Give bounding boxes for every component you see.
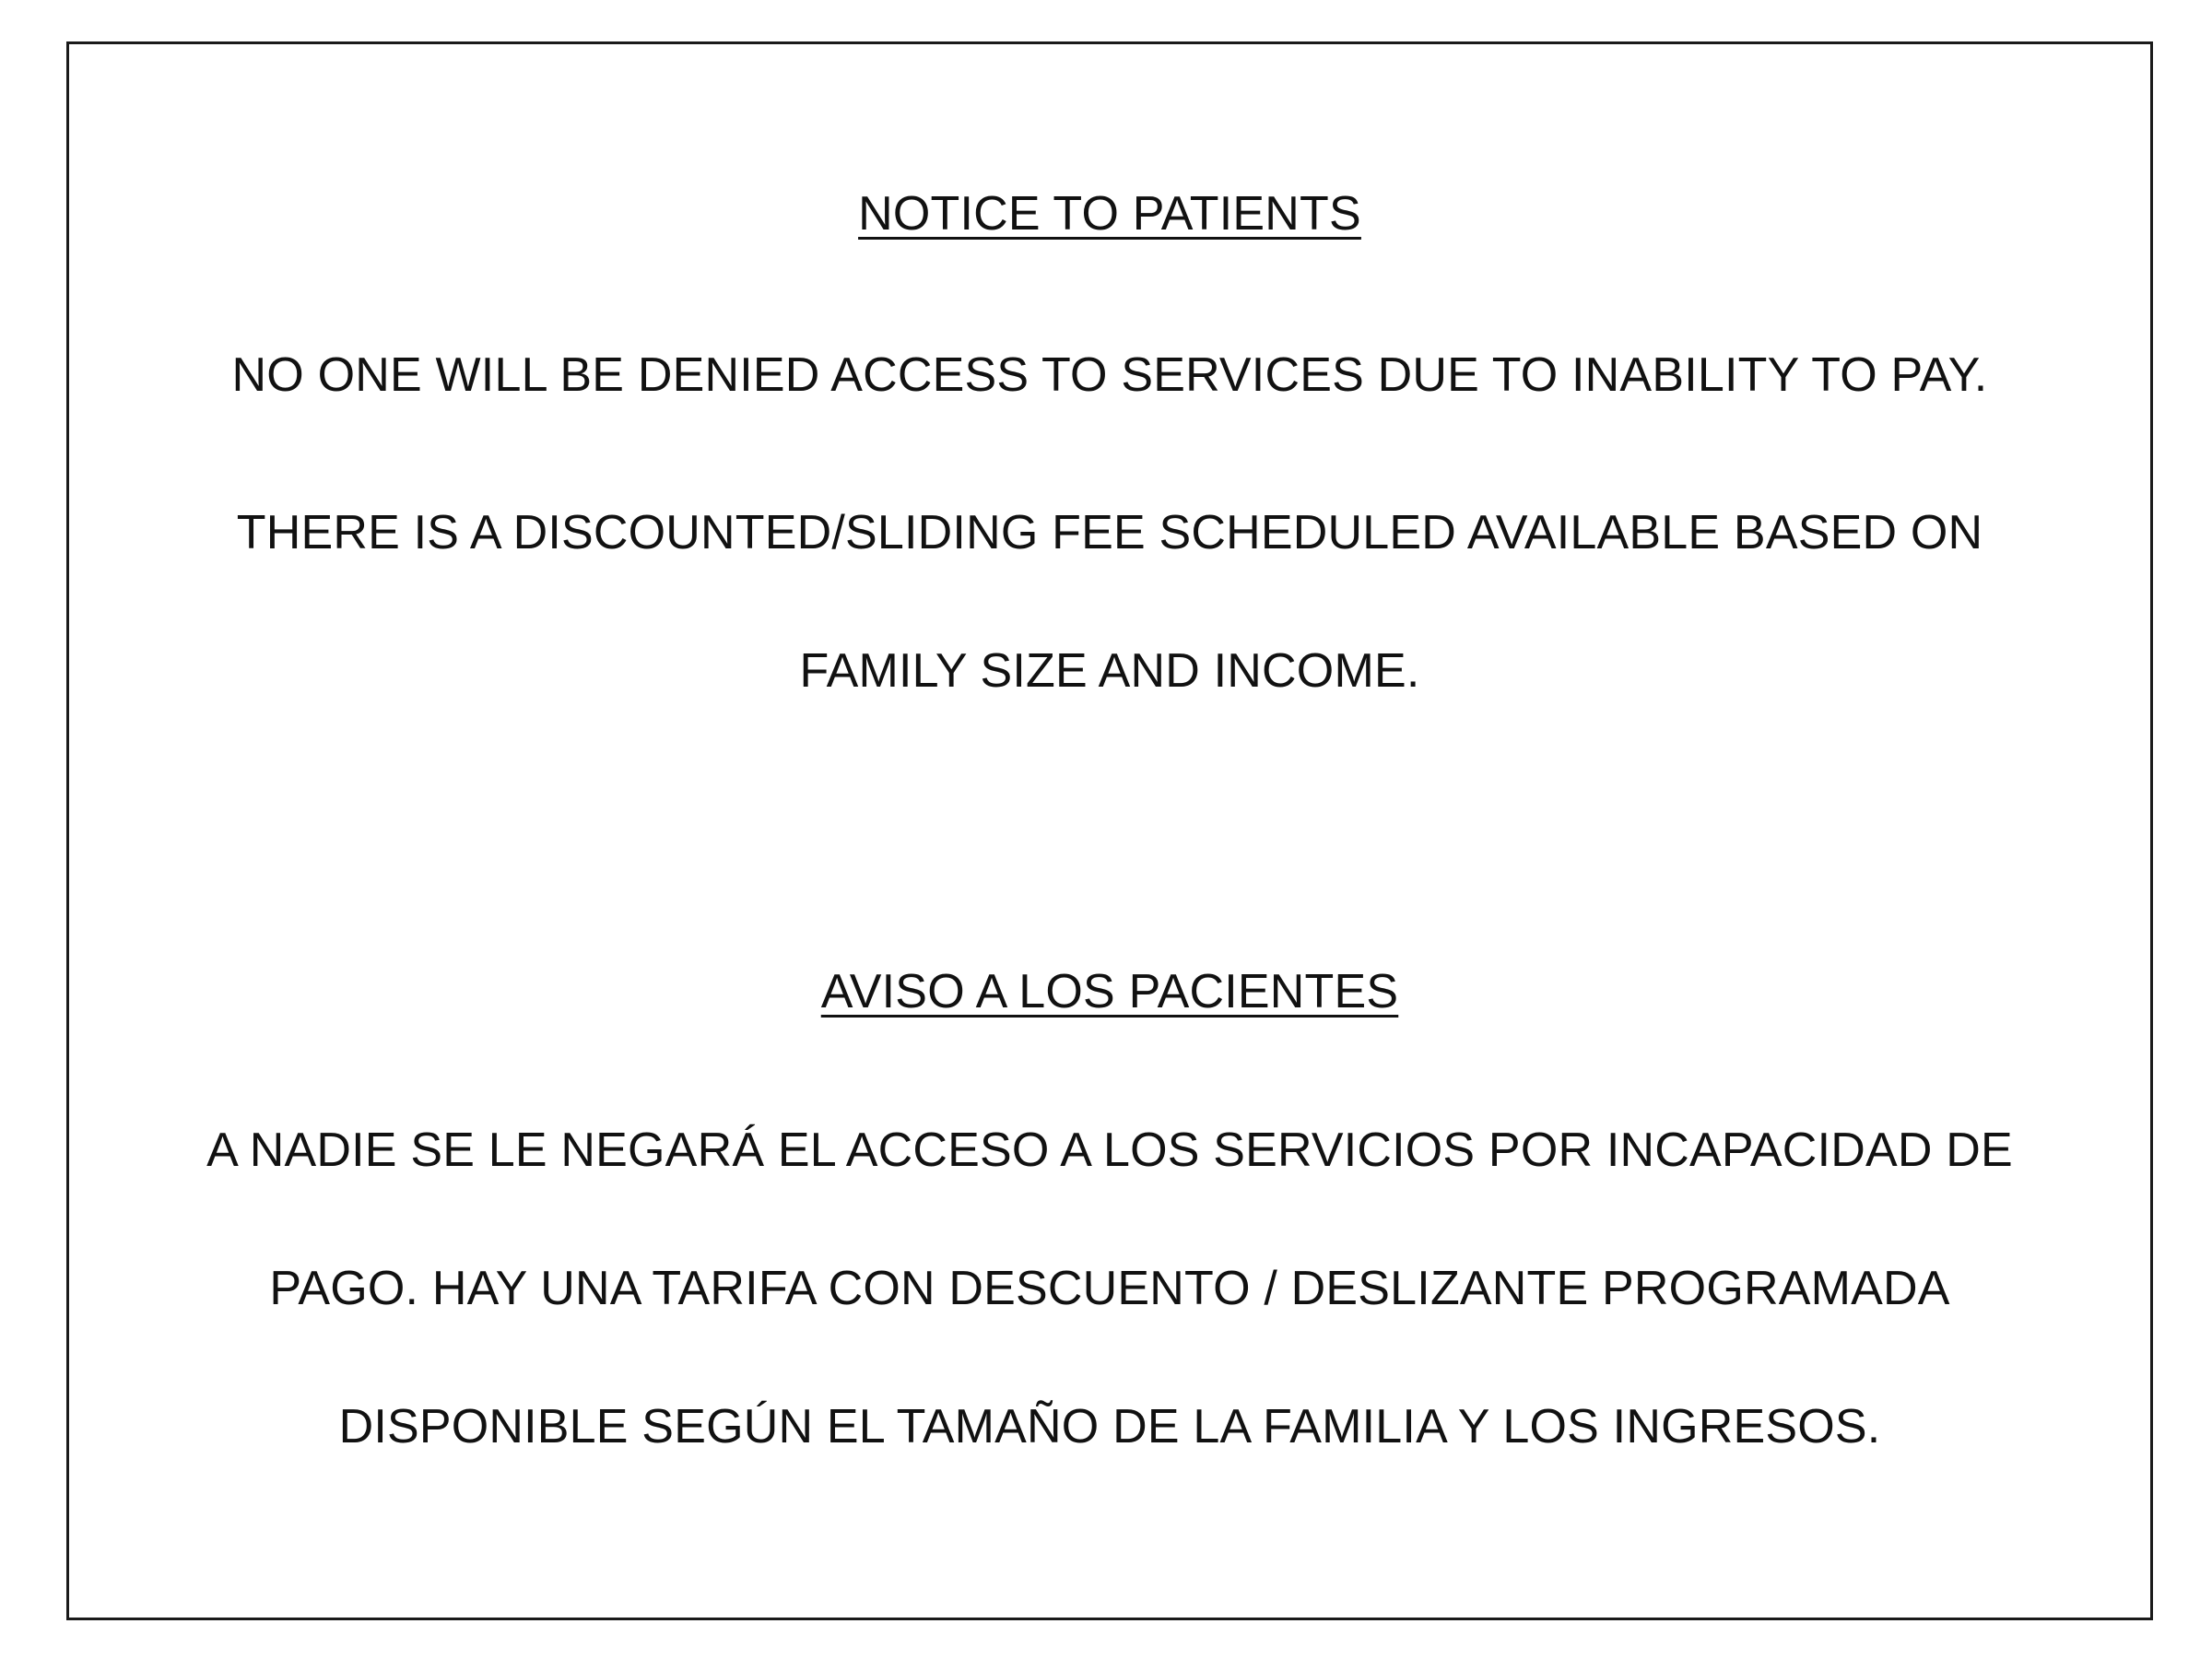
spanish-line-3: DISPONIBLE SEGÚN EL TAMAÑO DE LA FAMILIA Y LOS INGRESOS.: [338, 1400, 1881, 1453]
notice-frame: [66, 41, 2153, 1620]
spanish-line-2: PAGO. HAY UNA TARIFA CON DESCUENTO / DESLIZANTE PROGRAMADA: [269, 1262, 1950, 1315]
english-line-1: NO ONE WILL BE DENIED ACCESS TO SERVICES DUE TO INABILITY TO PAY.: [231, 348, 1988, 402]
english-heading: NOTICE TO PATIENTS: [858, 187, 1361, 241]
english-line-2: THERE IS A DISCOUNTED/SLIDING FEE SCHEDULED AVAILABLE BASED ON: [236, 506, 1983, 559]
spanish-line-1: A NADIE SE LE NEGARÁ EL ACCESO A LOS SERVICIOS POR INCAPACIDAD DE: [206, 1124, 2013, 1177]
english-line-3: FAMILY SIZE AND INCOME.: [799, 644, 1420, 698]
spanish-heading: AVISO A LOS PACIENTES: [820, 965, 1399, 1018]
